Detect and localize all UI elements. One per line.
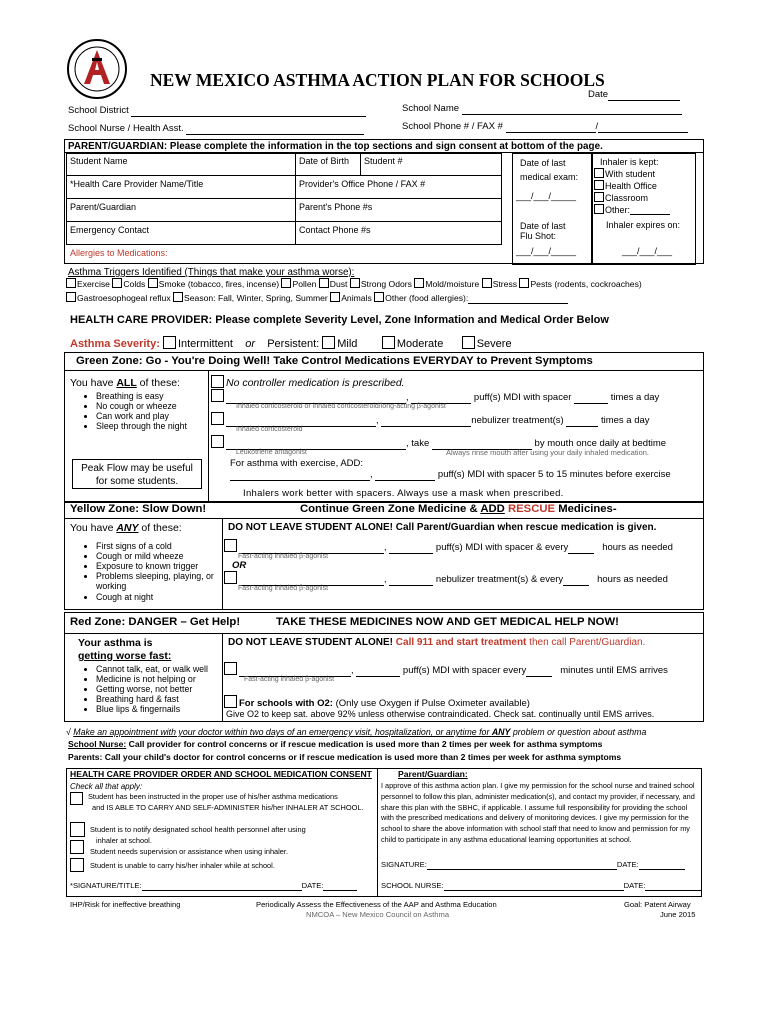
green-you-have: You have ALL of these: — [70, 377, 180, 389]
trigger-stress[interactable]: Stress — [482, 279, 517, 289]
inhaler-with-student[interactable]: With student — [594, 168, 655, 179]
green-symptoms-list: • Breathing is easy • No cough or wheeze • Can work and play • Sleep through the night — [82, 391, 187, 431]
yellow-med-2-caption: Fast-acting inhaled β-agonist — [238, 585, 329, 592]
footer-center-1: Periodically Assess the Effectiveness of the AAP and Asthma Education — [256, 900, 497, 909]
severity-row: Asthma Severity: Intermittent or Persistent: Mild Moderate Severe — [70, 338, 512, 350]
triggers-heading: Asthma Triggers Identified (Things that make your asthma worse): — [68, 267, 355, 278]
parent-signature-field[interactable]: SIGNATURE: DATE: — [381, 861, 685, 870]
allergies-label: Allergies to Medications: — [70, 248, 168, 258]
red-med-1-caption: Fast-acting inhaled β-agonist — [244, 676, 335, 683]
consent-option-1[interactable] — [70, 792, 85, 805]
yellow-do-not-leave: DO NOT LEAVE STUDENT ALONE! Call Parent/Guardian when rescue medication is given. — [228, 522, 657, 533]
footer-right-2: June 2015 — [660, 910, 696, 919]
trigger-pests[interactable]: Pests (rodents, cockroaches) — [519, 279, 641, 289]
red-med-1[interactable]: , puff(s) MDI with spacer every minutes until EMS arrives — [224, 662, 668, 677]
date-field[interactable]: Date — [588, 90, 680, 101]
contact-phone-label: Contact Phone #s — [299, 225, 371, 235]
yellow-symptoms-list: • First signs of a cold • Cough or mild wheeze • Exposure to known trigger • Problems sleeping, playing, or working • Cough at night — [82, 541, 218, 602]
green-med-2[interactable]: , nebulizer treatment(s) times a day — [211, 412, 650, 427]
trigger-colds[interactable]: Colds — [112, 279, 145, 289]
severity-intermittent[interactable]: Intermittent — [163, 338, 233, 350]
trigger-season[interactable]: Season: Fall, Winter, Spring, Summer — [173, 293, 328, 303]
yellow-med-1-caption: Fast-acting inhaled β-agonist — [238, 553, 329, 560]
rinse-note: Always rinse mouth after using your daily inhaled medication. — [446, 448, 650, 457]
inhaler-expires-label: Inhaler expires on: — [606, 220, 681, 230]
dob-label: Date of Birth — [299, 156, 350, 166]
parent-phone-label: Parent's Phone #s — [299, 202, 373, 212]
consent-option-4-text: Student is unable to carry his/her inhaler while at school. — [90, 861, 275, 870]
school-nurse-field[interactable]: School Nurse / Health Asst. — [68, 124, 364, 135]
exercise-label: For asthma with exercise, ADD: — [230, 458, 364, 469]
school-name-field[interactable]: School Name — [402, 104, 682, 115]
footer-center-2: NMCOA – New Mexico Council on Asthma — [306, 910, 450, 919]
appointment-note: √ Make an appointment with your doctor within two days of an emergency visit, hospitalization, or anytime for ANY problem or question about asthma — [66, 727, 647, 737]
green-zone-heading: Green Zone: Go - You're Doing Well! Take Control Medications EVERYDAY to Prevent Symptoms — [76, 355, 593, 367]
last-exam-label: Date of last medical exam: — [520, 158, 579, 182]
parent-section-heading: PARENT/GUARDIAN: Please complete the information in the top sections and sign consent at bottom of the page. — [68, 141, 603, 152]
provider-phone-label: Provider's Office Phone / FAX # — [299, 179, 426, 189]
trigger-strong-odors[interactable]: Strong Odors — [350, 279, 412, 289]
yellow-zone-heading: Yellow Zone: Slow Down! — [70, 503, 207, 515]
inhaler-classroom[interactable]: Classroom — [594, 192, 648, 203]
severity-severe[interactable]: Severe — [462, 338, 512, 350]
provider-signature-field[interactable]: *SIGNATURE/TITLE: DATE: — [70, 882, 357, 891]
consent-option-4[interactable] — [70, 858, 86, 872]
parent-consent-text: I approve of this asthma action plan. I give my permission for the school nurse and trained school personnel to follow this plan, administer medication(s), and contact my provider, if necessary, and share this plan with the SBHC, if applicable. I assume full responsibility for providing the school with the prescribed medications and delivery of monitoring devices. I give my permission for the school to share the above information with school staff that need to know and permission for my child to participate in any asthma educational learning opportunities at school. — [381, 781, 695, 844]
emergency-contact-label: Emergency Contact — [70, 225, 150, 235]
provider-heading: HEALTH CARE PROVIDER: Please complete Severity Level, Zone Information and Medical Order Below — [70, 314, 609, 326]
green-med-1-caption: Inhaled corticosteroid or inhaled corticosteroid/long-acting β-agonist — [236, 403, 446, 410]
parents-note: Parents: Call your child's doctor for control concerns or if rescue medication is used more than 2 times per week for asthma symptoms — [68, 752, 622, 762]
inhalers-note: Inhalers work better with spacers. Always use a mask when prescribed. — [243, 488, 564, 499]
trigger-animals[interactable]: Animals — [330, 293, 372, 303]
inhaler-other[interactable]: Other: — [594, 204, 670, 215]
triggers-row-1 — [66, 278, 642, 290]
student-number-label: Student # — [364, 156, 403, 166]
consent-option-2-text: Student is to notify designated school health personnel after using inhaler at school. — [90, 825, 306, 845]
triggers-row-2 — [66, 292, 568, 304]
no-controller-option[interactable]: No controller medication is prescribed. — [211, 375, 405, 389]
trigger-dust[interactable]: Dust — [319, 279, 348, 289]
yellow-med-2[interactable]: , nebulizer treatment(s) & every hours as needed — [224, 571, 668, 586]
yellow-zone-subheading: Continue Green Zone Medicine & ADD RESCUE Medicines- — [300, 503, 617, 515]
flu-date-field[interactable]: ___/___/_____ — [516, 246, 577, 256]
consent-option-3-text: Student needs supervision or assistance when using inhaler. — [90, 847, 289, 856]
consent-option-3[interactable] — [70, 840, 86, 854]
red-oxygen-option[interactable]: For schools with O2: (Only use Oxygen if Pulse Oximeter available) — [224, 695, 530, 710]
parent-guardian-label: Parent/Guardian — [70, 202, 137, 212]
nurse-signature-field[interactable]: SCHOOL NURSE: DATE: — [381, 882, 701, 891]
provider-name-label: *Health Care Provider Name/Title — [70, 179, 204, 189]
exam-date-field[interactable]: ___/___/_____ — [516, 191, 577, 201]
red-symptoms-list: • Cannot talk, eat, or walk well • Medicine is not helping or • Getting worse, not better • Breathing hard & fast • Blue lips & fingernails — [82, 664, 208, 715]
footer-right-1: Goal: Patent Airway — [624, 900, 691, 909]
inhaler-kept-label: Inhaler is kept: — [600, 157, 659, 167]
page-title: NEW MEXICO ASTHMA ACTION PLAN FOR SCHOOLS — [150, 70, 605, 90]
parent-consent-heading: Parent/Guardian: — [398, 769, 468, 779]
exercise-med[interactable]: , puff(s) MDI with spacer 5 to 15 minutes before exercise — [230, 470, 671, 481]
green-med-3[interactable]: , take by mouth once daily at bedtime — [211, 435, 666, 450]
trigger-exercise[interactable]: Exercise — [66, 279, 110, 289]
footer-left: IHP/Risk for ineffective breathing — [70, 900, 181, 909]
trigger-reflux[interactable]: Gastroesophogeal reflux — [66, 293, 171, 303]
trigger-mold[interactable]: Mold/moisture — [414, 279, 479, 289]
yellow-med-1[interactable]: , puff(s) MDI with spacer & every hours as needed — [224, 539, 673, 554]
school-phone-field[interactable]: School Phone # / FAX # / — [402, 122, 688, 133]
severity-moderate[interactable]: Moderate — [382, 338, 443, 350]
green-med-1[interactable]: , puff(s) MDI with spacer times a day — [211, 389, 659, 404]
yellow-you-have: You have ANY of these: — [70, 522, 182, 534]
green-med-2-caption: Inhaled corticosteroid — [236, 426, 303, 433]
green-med-3-caption: Leukotriene antagonist — [236, 449, 307, 456]
school-district-field[interactable]: School District — [68, 106, 366, 117]
consent-option-1-text: Student has been instructed in the proper use of his/her asthma medications and IS ABLE TO CARRY AND SELF-ADMINISTER his/her INHALER AT SCHOOL. — [88, 792, 364, 812]
flu-shot-label: Date of last Flu Shot: — [520, 221, 566, 242]
student-name-label: Student Name — [70, 156, 128, 166]
red-oxygen-line-2: Give O2 to keep sat. above 92% unless otherwise contraindicated. Check sat. continually until EMS arrives. — [226, 709, 655, 719]
nmcoa-logo — [66, 38, 128, 100]
red-zone-subheading: TAKE THESE MEDICINES NOW AND GET MEDICAL HELP NOW! — [276, 616, 619, 628]
inhaler-health-office[interactable]: Health Office — [594, 180, 657, 191]
inhaler-expires-field[interactable]: ___/___/___ — [622, 246, 673, 256]
red-zone-heading: Red Zone: DANGER – Get Help! — [70, 616, 241, 628]
consent-heading: HEALTH CARE PROVIDER ORDER AND SCHOOL MEDICATION CONSENT — [70, 769, 372, 779]
severity-mild[interactable]: Mild — [322, 338, 357, 350]
red-instruction: DO NOT LEAVE STUDENT ALONE! Call 911 and start treatment then call Parent/Guardian. — [228, 637, 646, 648]
trigger-other[interactable]: Other (food allergies): — [374, 293, 568, 303]
trigger-smoke[interactable]: Smoke (tobacco, fires, incense) — [148, 279, 279, 289]
red-worse-line-1: Your asthma is — [78, 637, 153, 649]
peak-flow-text: Peak Flow may be useful for some students. — [81, 463, 193, 487]
consent-option-2[interactable] — [70, 822, 87, 837]
trigger-pollen[interactable]: Pollen — [281, 279, 316, 289]
school-nurse-note: School Nurse: Call provider for control concerns or if rescue medication is used more than 2 times per week for asthma symptoms — [68, 739, 603, 749]
red-worse-line-2: getting worse fast: — [78, 650, 172, 662]
check-all-label: Check all that apply: — [70, 782, 143, 791]
yellow-or: OR — [232, 560, 247, 571]
